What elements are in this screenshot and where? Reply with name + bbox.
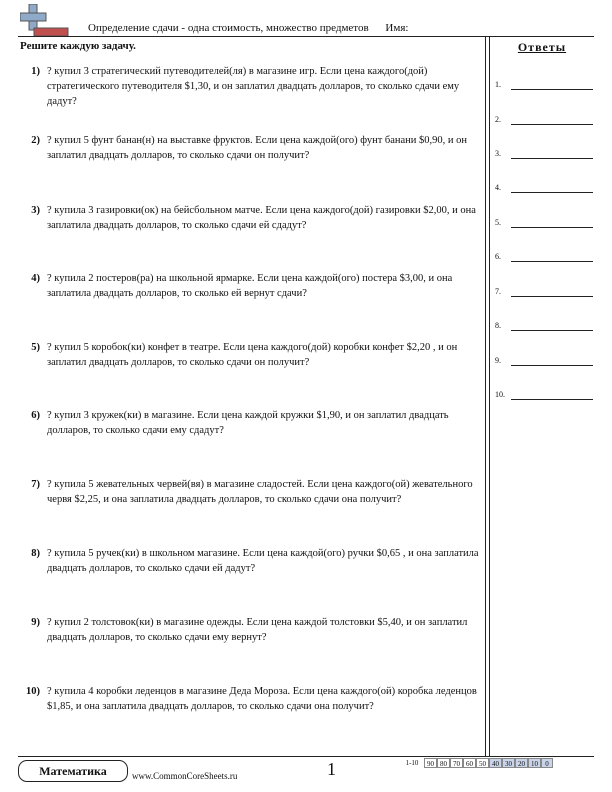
score-cell: 0 [541,758,553,768]
answer-line[interactable] [511,296,593,297]
problem-text: ? купил 5 фунт банан(н) на выставке фруктов. Если цена каждой(ого) фунт банани $0,90, и он заплатил двадцать долларов, то сколько сдачи он получит? [47,135,468,161]
answer-number: 2. [495,115,501,124]
answer-blank-1[interactable] [495,80,595,94]
answer-blank-8[interactable] [495,321,595,335]
problem-text: ? купила 5 жевательных червей(вя) в магазине сладостей. Если цена каждого(ой) жевательного червя $2,25, и она заплатила двадцать долларов, то сколько сдачи она получит? [47,479,473,505]
score-cell: 50 [476,758,489,768]
problem-text: ? купил 3 кружек(ки) в магазине. Если цена каждой кружки $1,90, и он заплатил двадцать долларов, то сколько сдачи ему сдадут? [47,410,449,436]
problem-number: 1) [31,66,40,77]
score-cell: 20 [515,758,528,768]
site-url: www.CommonCoreSheets.ru [132,771,238,781]
problem-number: 10) [26,686,40,697]
answer-line[interactable] [511,261,593,262]
answer-line[interactable] [511,330,593,331]
answers-title: Ответы [517,40,567,54]
problem-text: ? купила 3 газировки(ок) на бейсбольном матче. Если цена каждого(дой) газировки $2,00, и она заплатила двадцать долларов, то сколько сдачи ей сдадут? [47,205,476,231]
answer-line[interactable] [511,365,593,366]
subject-badge: Математика [18,760,128,782]
score-cell: 70 [450,758,463,768]
answer-blank-5[interactable] [495,218,595,232]
score-table [400,758,553,768]
answer-blank-9[interactable] [495,356,595,370]
score-cell: 30 [502,758,515,768]
score-cell: 60 [463,758,476,768]
answer-blank-10[interactable] [495,390,595,404]
answer-number: 9. [495,356,501,365]
answer-blank-6[interactable] [495,252,595,266]
answer-line[interactable] [511,399,593,400]
problem-text: ? купил 5 коробок(ки) конфет в театре. Если цена каждого(дой) коробки конфет $2,20 , и он заплатил двадцать долларов, то сколько сдачи он получит? [47,342,458,368]
problem-number: 6) [31,410,40,421]
answer-number: 3. [495,149,501,158]
problem-text: ? купила 4 коробки леденцов в магазине Деда Мороза. Если цена каждого(ой) коробка леденцов $1,85, и она заплатила двадцать долларов, то сколько сдачи она получит? [47,686,477,712]
answer-blank-4[interactable] [495,183,595,197]
answer-column-divider-inner [489,36,490,756]
problem-number: 4) [31,273,40,284]
problem-number: 5) [31,342,40,353]
problem-text: ? купила 2 постеров(ра) на школьной ярмарке. Если цена каждой(ого) постера $3,00, и она заплатила двадцать долларов, то сколько ей вернут сдачи? [47,273,453,299]
answer-line[interactable] [511,192,593,193]
name-label: Имя: [385,22,409,34]
answer-number: 4. [495,183,501,192]
answer-line[interactable] [511,124,593,125]
answer-number: 6. [495,252,501,261]
answer-blank-7[interactable] [495,287,595,301]
title-text: Определение сдачи - одна стоимость, множество предметов [88,22,369,34]
answer-number: 5. [495,218,501,227]
math-plus-logo [20,4,70,36]
score-cell: 90 [424,758,437,768]
problem-text: ? купил 2 толстовок(ки) в магазине одежды. Если цена каждой толстовки $5,40, и он заплатил двадцать долларов, то сколько сдачи ему вернут? [47,617,468,643]
score-cell: 80 [437,758,450,768]
answer-line[interactable] [511,227,593,228]
problem-text: ? купила 5 ручек(ки) в школьном магазине. Если цена каждой(ого) ручки $0,65 , и она заплатила двадцать долларов, то сколько сдачи ей дадут? [47,548,479,574]
answer-blank-3[interactable] [495,149,595,163]
problem-number: 2) [31,135,40,146]
answer-number: 7. [495,287,501,296]
answer-number: 1. [495,80,501,89]
answer-number: 8. [495,321,501,330]
problem-text: ? купил 3 стратегический путеводителей(ля) в магазине игр. Если цена каждого(дой) стратегического путеводителя $1,30, и он заплатил двадцать долларов, то сколько сдачи ему дадут? [47,66,460,107]
score-label: 1-10 [405,759,419,767]
instructions: Решите каждую задачу. [20,40,136,52]
answer-line[interactable] [511,89,593,90]
problem-number: 9) [31,617,40,628]
worksheet-title [88,22,408,34]
page-number: 1 [327,759,336,779]
answer-blank-2[interactable] [495,115,595,129]
score-cell: 40 [489,758,502,768]
problem-number: 3) [31,205,40,216]
answer-line[interactable] [511,158,593,159]
footer-divider [18,756,594,757]
answer-number: 10. [495,390,505,399]
problem-number: 8) [31,548,40,559]
problem-number: 7) [31,479,40,490]
header-divider [18,36,594,37]
score-cell: 10 [528,758,541,768]
